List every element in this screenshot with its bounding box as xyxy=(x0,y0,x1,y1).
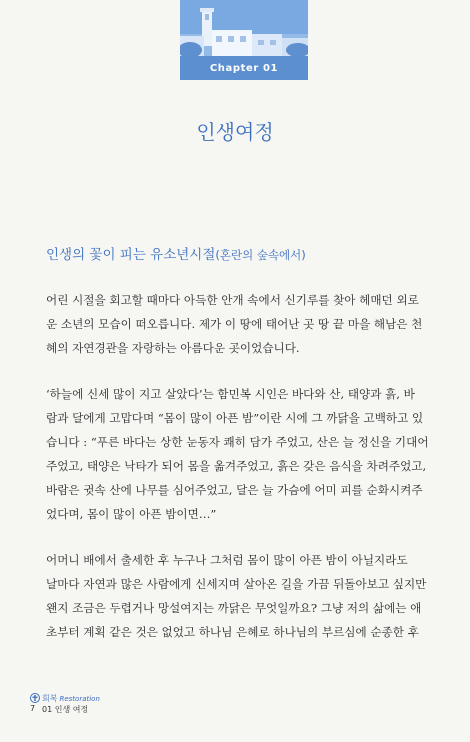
text-line: 운 소년의 모습이 떠오릅니다. 제가 이 땅에 태어난 곳 땅 끝 마을 해남은 천 xyxy=(46,317,423,331)
text-line: 어린 시절을 회고할 때마다 아득한 안개 속에서 신기루를 찾아 헤매던 외로 xyxy=(46,293,419,307)
text-line: 왠지 조금은 두렵거나 망설여지는 까닭은 무엇일까요? 그냥 저의 삶에는 애 xyxy=(46,601,422,615)
paragraph-3 xyxy=(46,548,426,644)
text-line: 었다며, 몸이 많이 아픈 밤이면…” xyxy=(46,507,217,521)
footer-chapter-ref: 01 인생 여정 xyxy=(42,705,89,714)
page-number: 7 xyxy=(30,704,36,713)
text-line: 바람은 귓속 산에 나무를 심어주었고, 달은 늘 가슴에 어미 피를 순화시켜주 xyxy=(46,483,423,497)
paragraph-2 xyxy=(46,382,429,526)
cross-logo-icon xyxy=(30,693,40,703)
text-line: ‘하늘에 신세 많이 지고 살았다’는 함민복 시인은 바다와 산, 태양과 흙, 바 xyxy=(46,387,415,401)
chapter-banner xyxy=(180,0,308,80)
text-line: 람과 달에게 고맙다며 “몸이 많이 아픈 밤”이란 시에 그 까닭을 고백하고 있 xyxy=(46,411,424,425)
text-line: 주었고, 태양은 낙타가 되어 몸을 옮겨주었고, 흙은 갖은 음식을 차려주었고, xyxy=(46,459,427,473)
section-heading xyxy=(46,243,446,263)
text-line: 날마다 자연과 많은 사람에게 신세지며 살아온 길을 가끔 뒤돌아보고 싶지만 xyxy=(46,577,427,591)
text-line: 혜의 자연경관을 자랑하는 아름다운 곳이었습니다. xyxy=(46,341,300,355)
text-line: 초부터 계획 같은 것은 없었고 하나님 은혜로 하나님의 부르심에 순종한 후 xyxy=(46,625,419,639)
footer-brand-en: Restoration xyxy=(59,695,100,703)
text-line: 습니다 : “푸른 바다는 상한 눈동자 쾌히 담가 주었고, 산은 늘 정신을 기대어 xyxy=(46,435,429,449)
section-heading-main: 인생의 꽃이 피는 유소년시절 xyxy=(46,247,216,263)
footer-brand-ko: 회복 xyxy=(42,694,58,703)
chapter-label: Chapter 01 xyxy=(209,63,279,74)
chapter-title: 인생여정 xyxy=(196,120,274,144)
footer-brand xyxy=(42,693,100,704)
section-heading-sub: (혼란의 숲속에서) xyxy=(215,248,306,262)
text-line: 어머니 배에서 출세한 후 누구나 그처럼 몸이 많이 아픈 밤이 아닐지라도 xyxy=(46,553,408,567)
paragraph-1 xyxy=(46,288,426,360)
